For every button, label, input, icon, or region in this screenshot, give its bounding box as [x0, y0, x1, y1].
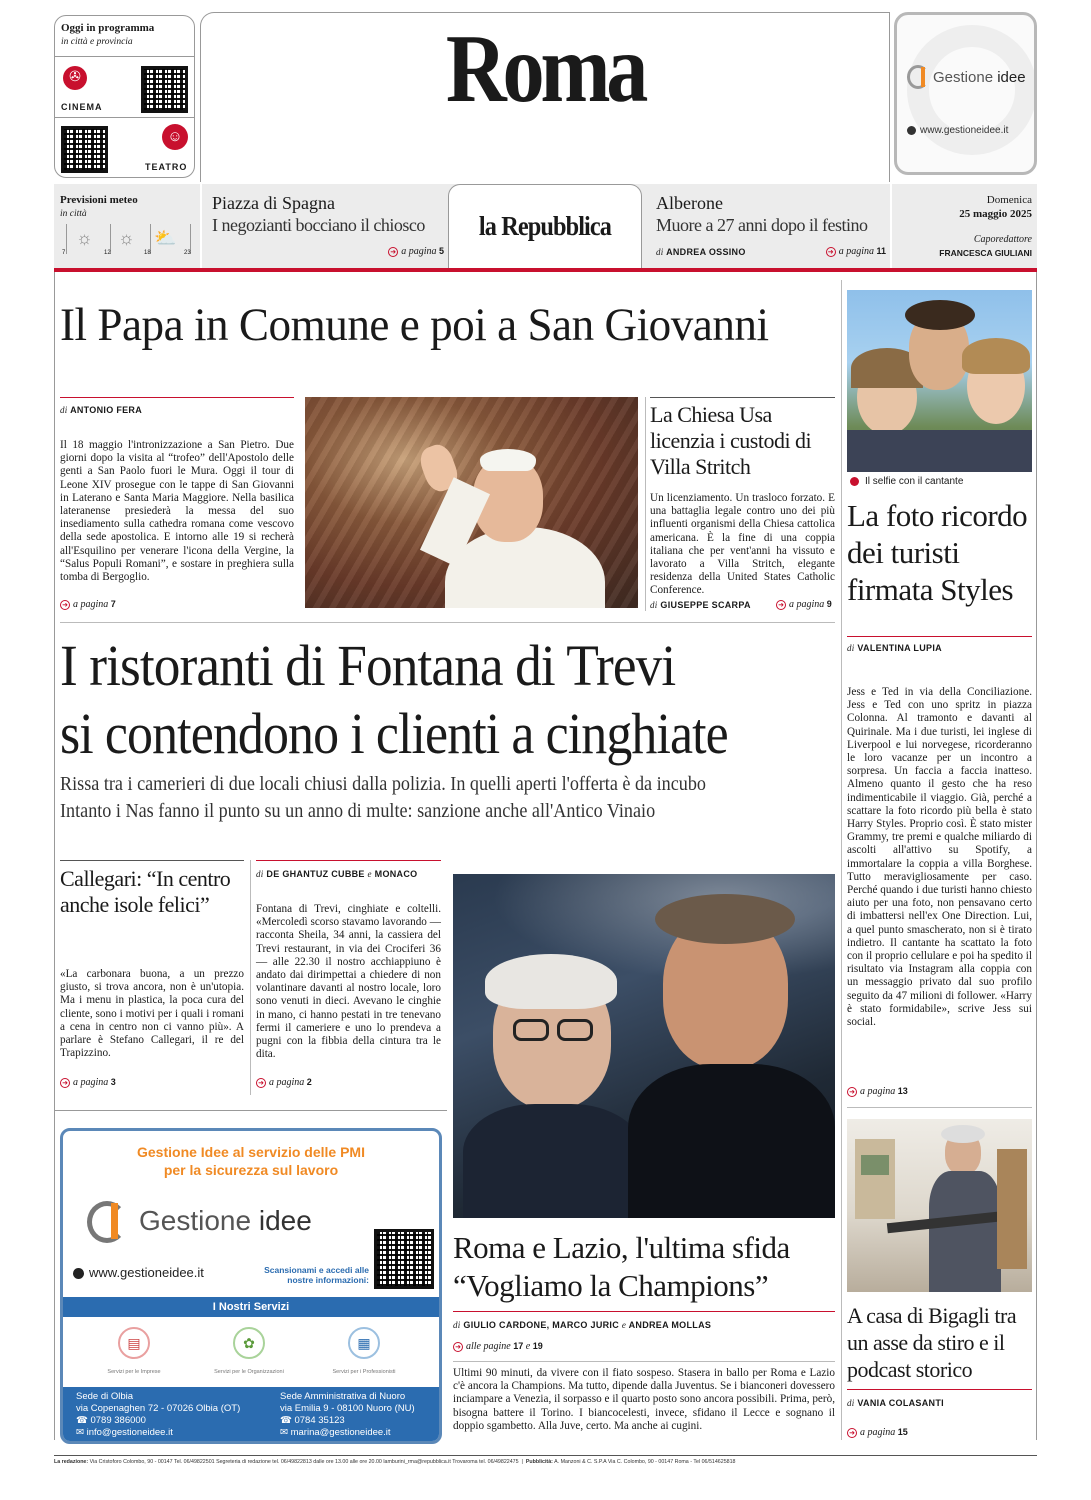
byline-name: GIUSEPPE SCARPA	[660, 600, 751, 610]
byline-name: ANDREA OSSINO	[666, 247, 746, 257]
byline-e: e	[621, 1320, 627, 1330]
arrow-icon: ➜	[60, 600, 70, 610]
callegari-headline[interactable]: Callegari: “In centro anche isole felici”	[60, 866, 231, 917]
programma-subtitle: in città e provincia	[61, 37, 133, 47]
footer-redazione: Via Cristoforo Colombo, 90 - 00147 Tel. 06/49822501 Segreteria di redazione tel. 06/49822813 dalle ore 13.00 alle ore 20.00 lamburini_rma@repubblica.it Trovaroma tel. 06/49822475	[89, 1459, 519, 1465]
globe-icon	[907, 126, 916, 135]
page-ref-number: 19	[532, 1341, 543, 1351]
ranieri-baroni-photo[interactable]	[453, 874, 835, 1218]
byline-name: MONACO	[374, 869, 418, 879]
bottom-ad[interactable]	[60, 1128, 442, 1444]
sede2-email[interactable]: marina@gestioneidee.it	[290, 1427, 391, 1438]
arrow-icon: ➜	[826, 247, 836, 257]
page-ref-e: e	[525, 1341, 531, 1352]
selfie-photo[interactable]	[847, 290, 1032, 472]
mail-icon: ✉	[76, 1427, 84, 1438]
sede1-title: Sede di Olbia	[76, 1391, 134, 1402]
date-day: Domenica	[986, 194, 1032, 206]
repubblica-logo-box	[448, 184, 642, 268]
cinema-label[interactable]: CINEMA	[61, 102, 103, 112]
arrow-icon: ➜	[776, 600, 786, 610]
masthead-city-title: Roma	[445, 15, 645, 123]
footer-pubblicita: A. Manzoni & C. S.P.A Via C. Colombo, 90 - 00147 Roma - Tel 06/514625818	[554, 1459, 736, 1465]
service-professionisti-icon[interactable]: ▦	[348, 1327, 380, 1359]
date-editor-name: FRANCESCA GIULIANI	[939, 248, 1032, 258]
top-ad[interactable]	[894, 12, 1037, 175]
bottom-ad-url[interactable]: www.gestioneidee.it	[89, 1265, 204, 1280]
footer-redazione-label: La redazione:	[54, 1459, 89, 1465]
programma-title: Oggi in programma	[61, 22, 155, 34]
arrow-icon: ➜	[256, 1078, 266, 1088]
teatro-qr-code[interactable]	[61, 126, 108, 173]
meteo-box	[54, 184, 200, 268]
byline-name: DE GHANTUZ CUBBE	[266, 869, 365, 879]
page-ref-number: 11	[876, 246, 886, 256]
trevi-headline-line1[interactable]: I ristoranti di Fontana di Trevi	[60, 633, 676, 698]
byline-di: di	[60, 405, 68, 415]
pope-photo[interactable]	[305, 397, 638, 608]
bottom-ad-title-2: per la sicurezza sul lavoro	[163, 1162, 339, 1178]
byline-e: e	[367, 869, 372, 879]
teatro-icon[interactable]: ☺	[162, 124, 188, 150]
service-label: Servizi per le Imprese	[107, 1369, 161, 1375]
cinema-qr-code[interactable]	[141, 66, 188, 113]
date-date: 25 maggio 2025	[959, 208, 1032, 220]
page-ref-label: a pagina	[838, 246, 874, 257]
programma-box	[54, 15, 195, 178]
page-ref-number: 17	[513, 1341, 524, 1351]
bottom-ad-brand-i: idee	[258, 1205, 312, 1236]
arrow-icon: ➜	[453, 1342, 463, 1352]
bigagli-photo[interactable]	[847, 1119, 1032, 1292]
papa-headline[interactable]: Il Papa in Comune e poi a San Giovanni	[60, 299, 769, 351]
byline-di: di	[256, 869, 264, 879]
page-ref-number: 13	[897, 1086, 908, 1096]
arrow-icon: ➜	[60, 1078, 70, 1088]
trevi-subheadline-1: Rissa tra i camerieri di due locali chiusi dalla polizia. In quelli aperti l'offerta è da incubo	[60, 774, 707, 795]
services-bar: I Nostri Servizi	[63, 1297, 439, 1317]
page-ref-number: 7	[110, 599, 116, 609]
sede1-phone[interactable]: 0789 386000	[90, 1415, 146, 1426]
byline-di: di	[453, 1320, 461, 1330]
byline-di: di	[847, 643, 855, 653]
page-ref-number: 15	[897, 1427, 908, 1437]
trevi-headline-line2[interactable]: si contendono i clienti a cinghiate	[60, 701, 728, 766]
page-ref-label: a pagina	[73, 1077, 109, 1088]
meteo-temp-0: 7	[62, 250, 66, 256]
page-ref-number: 2	[306, 1077, 312, 1087]
top-ad-brand-i: idee	[997, 69, 1026, 86]
byline-di: di	[656, 247, 664, 257]
cinema-icon[interactable]: ✇	[63, 66, 87, 90]
arrow-icon: ➜	[847, 1087, 857, 1097]
bottom-ad-scan-text: Scansionami e accedi alle nostre informazioni:	[264, 1265, 369, 1285]
footer-pubblicita-label: Pubblicità:	[525, 1459, 553, 1465]
service-label: Servizi per i Professionisti	[332, 1369, 396, 1375]
byline-name: GIULIO CARDONE, MARCO JURIC	[463, 1320, 620, 1330]
sun-icon: ☼	[118, 228, 135, 248]
meteo-subtitle: in città	[60, 209, 87, 219]
sun-cloud-icon: ⛅	[154, 228, 177, 248]
top-ad-url[interactable]: www.gestioneidee.it	[920, 125, 1009, 136]
byline-di: di	[650, 600, 658, 610]
arrow-icon: ➜	[388, 247, 398, 257]
date-box	[892, 184, 1032, 268]
sede2-title: Sede Amministrativa di Nuoro	[280, 1391, 406, 1402]
teatro-label[interactable]: TEATRO	[145, 162, 188, 172]
gestione-idee-logo-icon	[87, 1201, 127, 1243]
byline-name: ANDREA MOLLAS	[628, 1320, 712, 1330]
teaser-kicker: Alberone	[656, 193, 723, 213]
teaser-text: Muore a 27 anni dopo il festino	[656, 215, 868, 235]
service-organizzazioni-icon[interactable]: ✿	[233, 1327, 265, 1359]
meteo-temp-3: 23	[184, 250, 191, 256]
sede2-address: via Emilia 9 - 08100 Nuoro (NU)	[280, 1403, 415, 1414]
meteo-title: Previsioni meteo	[60, 194, 138, 206]
chiesa-headline[interactable]: La Chiesa Usa licenzia i custodi di Villa Stritch	[650, 402, 812, 479]
date-role: Caporedattore	[973, 234, 1032, 245]
fontana-body: Fontana di Trevi, cinghiate e coltelli. «Mercoledì scorso stavamo lavorando — racconta Sheila, 34 anni, la cassiera del Trevi restaurant, in via dei Crociferi 36 — alle 22.30 il nostro acchiappiuno è andato dai dirimpettai a chiedere di non volantinare davanti al nostro locale, loro sono venuti in dieci. Avevano le cinghie in mano, ci hanno pestati in tre tenevano fermi il cameriere e uno lo prendeva a pugni con la fibbia della cintura tra le dita.	[256, 903, 441, 1061]
sun-icon: ☼	[76, 228, 93, 248]
byline-name: VALENTINA LUPIA	[857, 643, 942, 653]
mail-icon: ✉	[280, 1427, 288, 1438]
byline-name: VANIA COLASANTI	[857, 1398, 944, 1408]
repubblica-logo: la Repubblica	[478, 211, 612, 241]
selfie-caption: Il selfie con il cantante	[865, 476, 964, 487]
page-ref-label: a pagina	[860, 1086, 896, 1097]
page-ref-label: a pagina	[860, 1427, 896, 1438]
calcio-body: Ultimi 90 minuti, da vivere con il fiato sospeso. Stasera in ballo per Roma e Lazio c'è ancora la Champions. Ma tutto, dipende dalla Juventus. Se i bianconeri dovessero inciampare a Venezia, il sorpasso e il quarto posto sono ancora possibili. Prima, però, bisogna battere il Torino. I biancocelesti, invece, sfidano il Lecce e sognano il doppio sgambetto. Alla Juve, certo. Ma anche ai cugini.	[453, 1367, 835, 1432]
page-ref-number: 3	[110, 1077, 116, 1087]
globe-icon	[73, 1268, 84, 1279]
ad-contacts-bar	[63, 1387, 439, 1444]
selfie-body: Jess e Ted in via della Conciliazione. Jess e Ted con uno spritz in piazza Colonna. Al tramonto e davanti al Quirinale. Ma i due turisti, lei inglese di Liverpool e lui norvegese, ricorderanno le loro vacanze per un incontro a sorpresa. Un faccia a faccia inatteso. Almeno quanto il gesto che ha reso indimenticabile il viaggio. Già, perché a scattare la foto ricordo più bella è stato Harry Styles. Proprio così. È stato mister Grammy, tre premi e qualche miliardo di ascolti all'attivo su Spotify, a immortalare la coppia a villa Borghese. Tutto meravigliosamente per caso. Perché quando i due turisti hanno chiesto aiuto per una foto, non pensavano certo di imbattersi nell'ex One Direction. Lui, a quel punto smascherato, non si è tirato indietro. Il cantante ha scattato la foto con il proprio cellulare e poi ha spedito il risultato via Instagram alla coppia con un messaggio privato dal suo profilo seguito da 47 milioni di follower. «Harry è stato formidabile», scrive Jess sui social.	[847, 686, 1032, 1029]
bottom-ad-brand-g: Gestione	[139, 1205, 252, 1236]
callegari-body: «La carbonara buona, a un prezzo giusto, si trova ancora, non è un'utopia. Ma i menu in plastica, la poca cura del cliente, sono i motivi per i quali i romani a cena in centro non ci vanno più». A parlare è Stefano Callegari, il re del Trapizzino.	[60, 968, 244, 1060]
bigagli-headline[interactable]: A casa di Bigagli tra un asse da stiro e il podcast storico	[847, 1303, 1017, 1382]
byline-di: di	[847, 1398, 855, 1408]
phone-icon: ☎	[76, 1415, 88, 1426]
page-ref-label: a pagina	[73, 599, 109, 610]
footer: La redazione: Via Cristoforo Colombo, 90 - 00147 Tel. 06/49822501 Segreteria di redazione tel. 06/49822813 dalle ore 13.00 alle ore 20.00 lamburini_rma@repubblica.it Trovaroma tel. 06/49822475 | Pubblicità: A. Manzoni & C. S.P.A Via C. Colombo, 90 - 00147 Roma - Tel 06/514625818	[54, 1459, 736, 1465]
bottom-ad-qr-code[interactable]	[374, 1229, 434, 1289]
arrow-icon: ➜	[847, 1428, 857, 1438]
camera-icon	[850, 477, 859, 486]
teaser-text: I negozianti bocciano il chiosco	[212, 215, 425, 235]
selfie-headline[interactable]: La foto ricordo dei turisti firmata Styles	[847, 498, 1028, 607]
page-ref-number: 5	[438, 246, 444, 256]
page-ref-number: 9	[826, 599, 832, 609]
service-imprese-icon[interactable]: ▤	[118, 1327, 150, 1359]
gestione-idee-logo-icon	[907, 65, 929, 89]
teaser-alberone[interactable]	[656, 184, 886, 268]
bottom-ad-title-1: Gestione Idee al servizio delle PMI	[137, 1144, 365, 1160]
trevi-subheadline-2: Intanto i Nas fanno il punto su un anno di multe: sanzione anche all'Antico Vinaio	[60, 801, 656, 822]
page-ref-label: a pagina	[789, 599, 825, 610]
meteo-temp-1: 12	[104, 250, 111, 256]
teaser-kicker: Piazza di Spagna	[212, 193, 335, 213]
sede2-phone[interactable]: 0784 35123	[294, 1415, 345, 1426]
calcio-headline[interactable]: Roma e Lazio, l'ultima sfida “Vogliamo la Champions”	[453, 1230, 790, 1303]
sede1-address: via Copenaghen 72 - 07026 Olbia (OT)	[76, 1403, 241, 1414]
meteo-temp-2: 18	[144, 250, 151, 256]
phone-icon: ☎	[280, 1415, 292, 1426]
top-ad-brand-g: Gestione	[933, 69, 994, 86]
page-ref-label: a pagina	[269, 1077, 305, 1088]
page-ref-label: alle pagine	[466, 1341, 511, 1352]
sede1-email[interactable]: info@gestioneidee.it	[86, 1427, 173, 1438]
service-label: Servizi per le Organizzazioni	[214, 1369, 284, 1375]
info-band-red-line	[54, 268, 1037, 272]
page-ref-label: a pagina	[401, 246, 437, 257]
papa-body: Il 18 maggio l'intronizzazione a San Pietro. Due giorni dopo la visita al “trofeo” dell'Apostolo delle genti a San Paolo fuori le Mura. Oggi il tour di Leone XIV prosegue con le tappe di San Giovanni in Laterano e Santa Maria Maggiore. Nella basilica lateranense presiederà la messa del suo insediamento sulla cathedra romana come vescovo della sede apostolica. E intorno alle 19 si recherà all'Esquilino per venerare l'icona della Vergine, la “Salus Populi Romani”, e sostare in preghiera sulla tomba di Bergoglio.	[60, 439, 294, 584]
teaser-piazza-di-spagna[interactable]	[212, 184, 444, 268]
byline-name: ANTONIO FERA	[70, 405, 143, 415]
chiesa-body: Un licenziamento. Un trasloco forzato. E una battaglia legale contro uno dei più influenti organismi della Chiesa cattolica americana. È la fine di una coppia italiana che per vent'anni ha vissuto e lavorato a Villa Stritch, elegante residenza della United States Catholic Conference.	[650, 492, 835, 597]
